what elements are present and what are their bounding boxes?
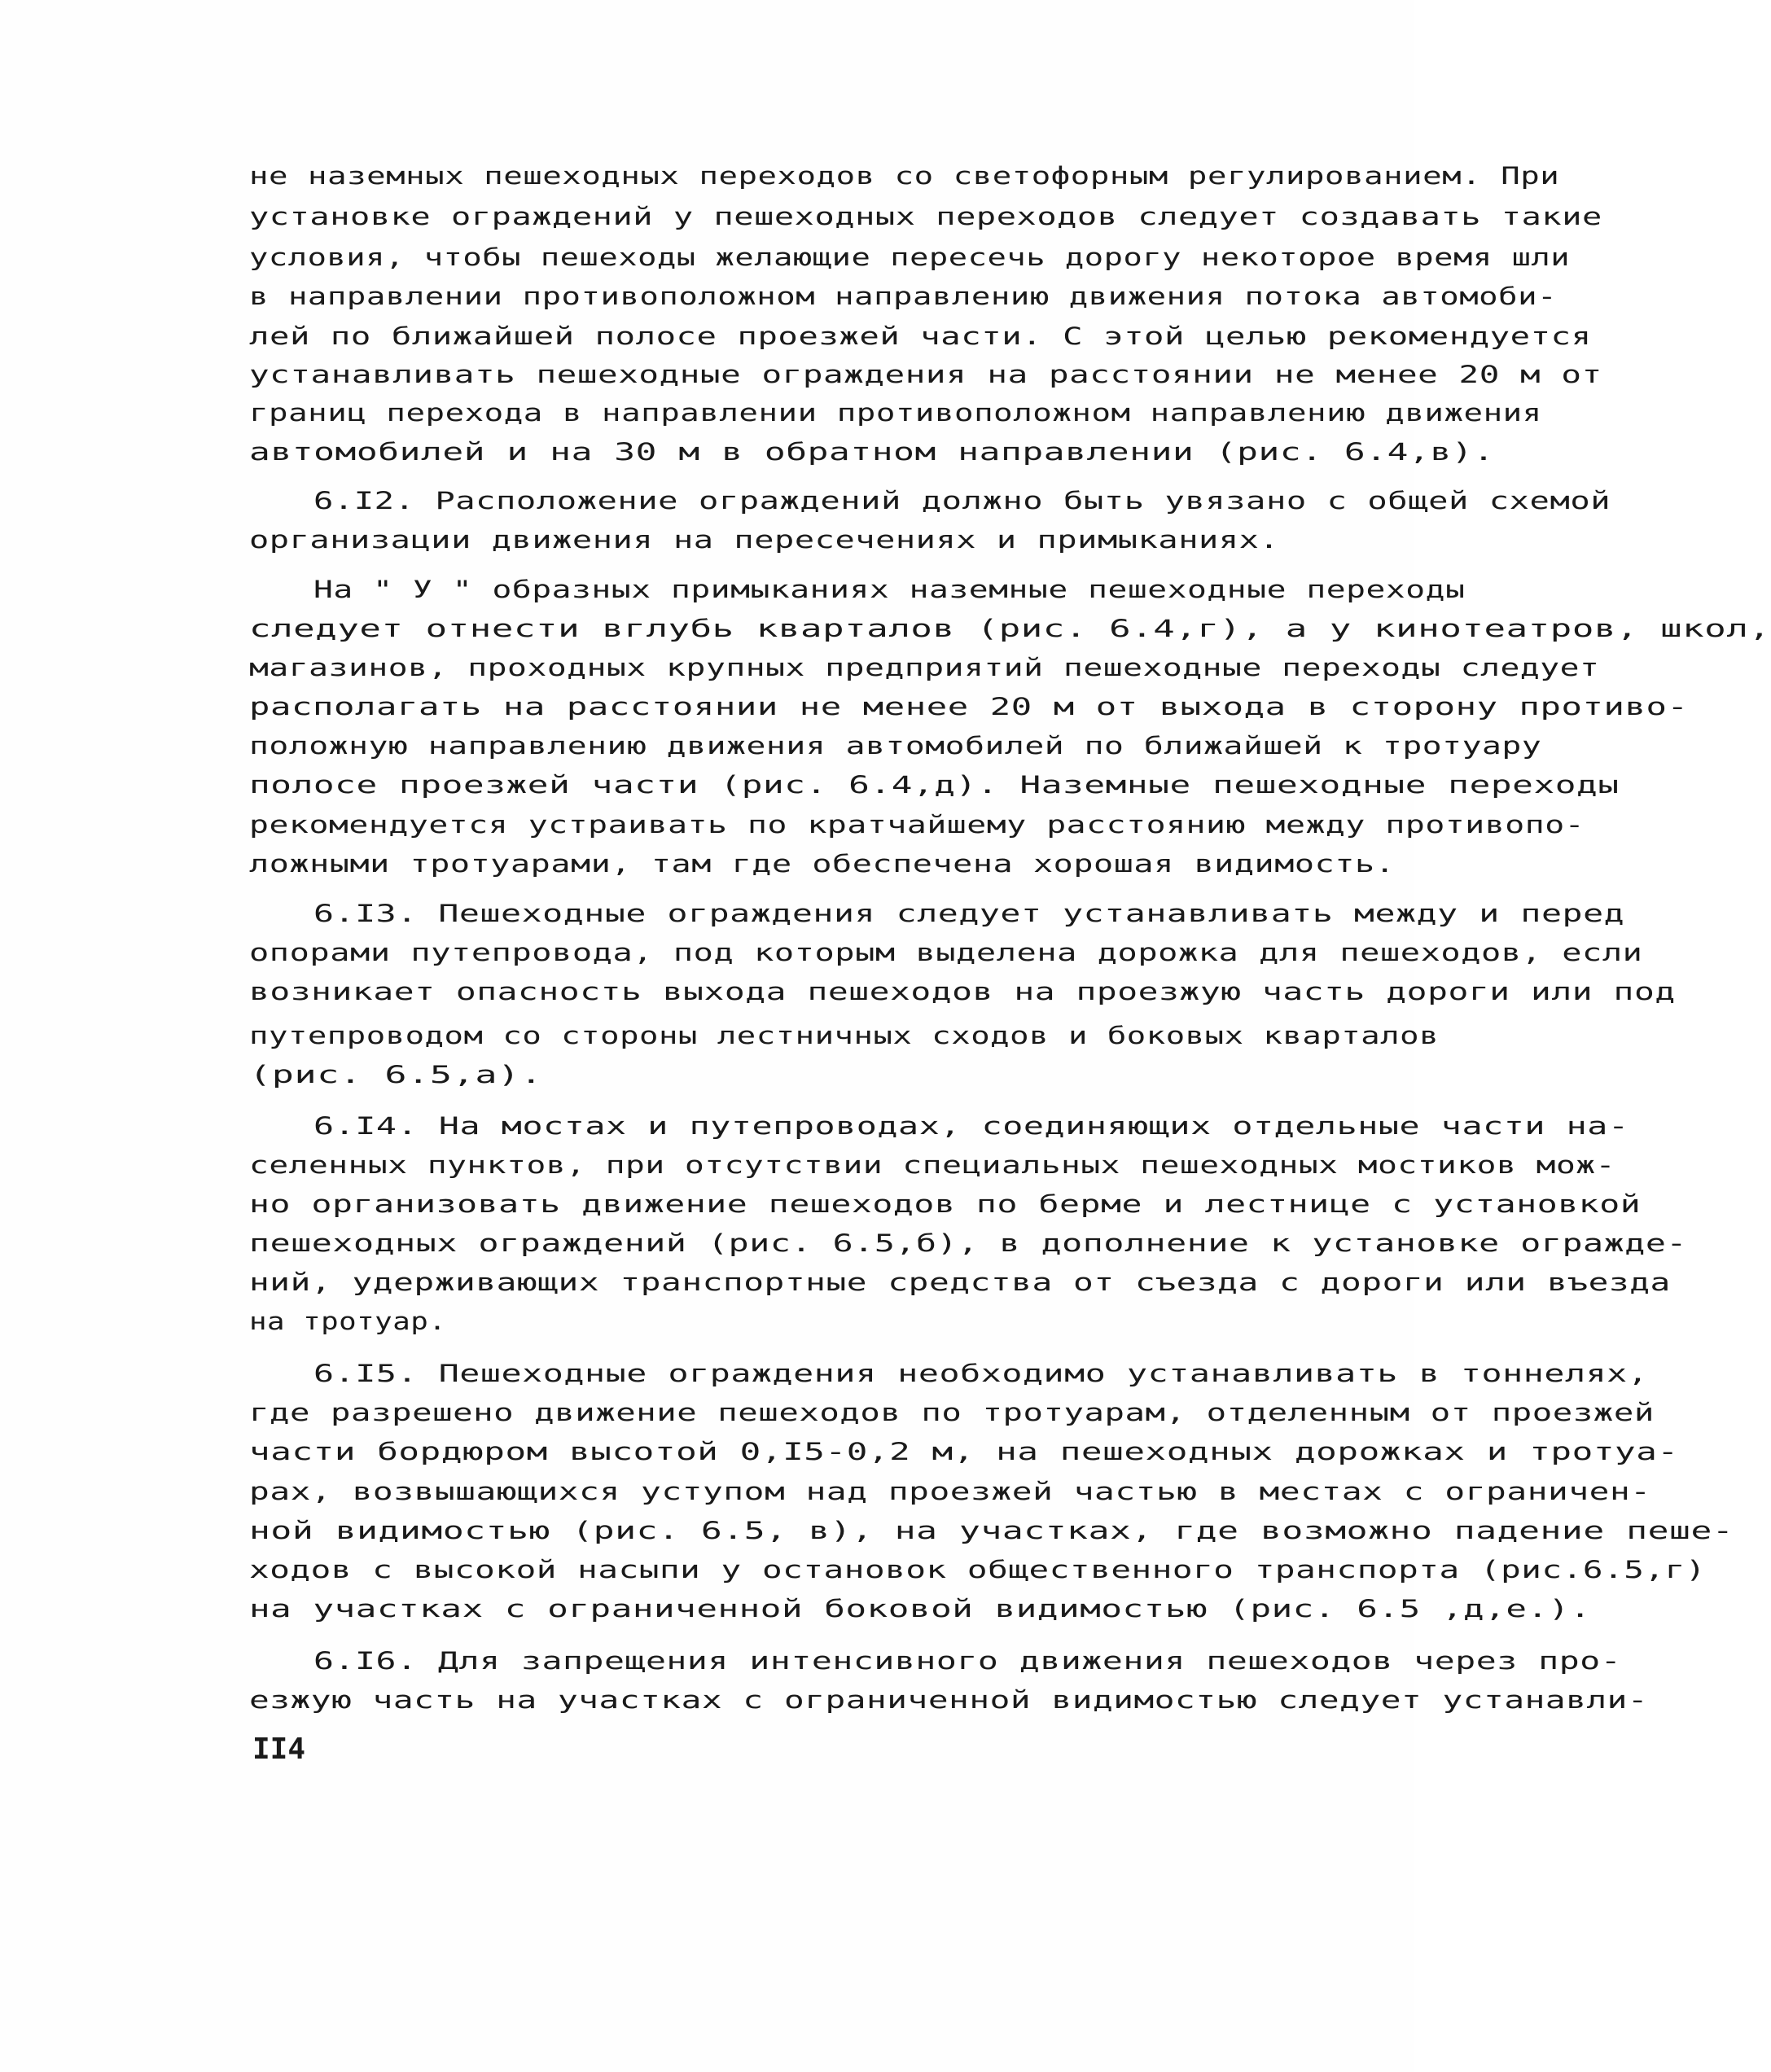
text-line: рекомендуется устраивать по кратчайшему расстоянию между противопо- — [249, 811, 1585, 839]
text-line: ний, удерживающих транспортные средства от съезда с дороги или въезда — [249, 1268, 1671, 1296]
text-line: условия, чтобы пешеходы желающие пересечь дорогу некоторое время шли — [249, 243, 1571, 271]
text-line: ложными тротуарами, там где обеспечена хорошая видимость. — [249, 850, 1396, 878]
text-line: организации движения на пересечениях и примыканиях. — [249, 526, 1280, 554]
text-line: На " У " образных примыканиях наземные пешеходные переходы — [313, 576, 1466, 603]
text-line: на тротуар. — [249, 1308, 447, 1335]
text-line: селенных пунктов, при отсутствии специальных пешеходных мостиков мож- — [249, 1151, 1615, 1179]
text-line: но организовать движение пешеходов по берме и лестнице с установкой — [249, 1190, 1642, 1218]
text-line: 6.I4. На мостах и путепроводах, соединяющих отдельные части на- — [313, 1112, 1629, 1140]
page-number: II4 — [252, 1733, 306, 1766]
text-line: возникает опасность выхода пешеходов на проезжую часть дороги или под — [249, 978, 1676, 1005]
text-line: 6.I6. Для запрещения интенсивного движения пешеходов через про- — [313, 1647, 1622, 1675]
text-line: автомобилей и на 30 м в обратном направлении (рис. 6.4,в). — [249, 438, 1495, 466]
text-line: 6.I2. Расположение ограждений должно быть увязано с общей схемой — [313, 487, 1611, 515]
text-line: ходов с высокой насыпи у остановок общественного транспорта (рис.6.5,г) — [249, 1556, 1707, 1584]
text-line: части бордюром высотой 0,I5-0,2 м, на пешеходных дорожках и тротуа- — [249, 1438, 1679, 1465]
text-line: езжую часть на участках с ограниченной видимостью следует устанавли- — [249, 1686, 1649, 1714]
text-line: путепроводом со стороны лестничных сходов и боковых кварталов — [249, 1022, 1440, 1049]
text-line: положную направлению движения автомобилей по ближайшей к тротуару — [249, 732, 1542, 760]
text-line: опорами путепровода, под которым выделена дорожка для пешеходов, если — [249, 939, 1643, 966]
text-line: границ перехода в направлении противоположном направлению движения — [249, 399, 1542, 427]
text-line: лей по ближайшей полосе проезжей части. С этой целью рекомендуется — [249, 322, 1592, 350]
text-line: рах, возвышающихся уступом над проезжей частью в местах с ограничен- — [249, 1478, 1651, 1505]
text-line: 6.I5. Пешеходные ограждения необходимо устанавливать в тоннелях, — [313, 1360, 1649, 1387]
text-line: магазинов, проходных крупных предприятий пешеходные переходы следует — [249, 654, 1600, 681]
text-line: установке ограждений у пешеходных переходов следует создавать такие — [249, 203, 1602, 230]
text-line: в направлении противоположном направлению движения потока автомоби- — [249, 283, 1558, 310]
text-line: 6.I3. Пешеходные ограждения следует устанавливать между и перед — [313, 900, 1625, 927]
text-line: не наземных пешеходных переходов со светофорным регулированием. При — [249, 162, 1560, 190]
text-line: ной видимостью (рис. 6.5, в), на участках, где возможно падение пеше- — [249, 1517, 1734, 1544]
text-line: пешеходных ограждений (рис. 6.5,б), в дополнение к установке огражде- — [249, 1229, 1688, 1257]
text-line: где разрешено движение пешеходов по тротуарам, отделенным от проезжей — [249, 1399, 1655, 1426]
text-line: устанавливать пешеходные ограждения на расстоянии не менее 20 м от — [249, 361, 1602, 388]
text-line: полосе проезжей части (рис. 6.4,д). Наземные пешеходные переходы — [249, 771, 1620, 799]
text-line: (рис. 6.5,а). — [249, 1061, 543, 1089]
text-line: располагать на расстоянии не менее 20 м от выхода в сторону противо- — [249, 693, 1689, 721]
text-line: на участках с ограниченной боковой видимостью (рис. 6.5 ,д,е.). — [249, 1595, 1592, 1623]
text-line: следует отнести вглубь кварталов (рис. 6.4,г), а у кинотеатров, школ, — [249, 615, 1771, 642]
